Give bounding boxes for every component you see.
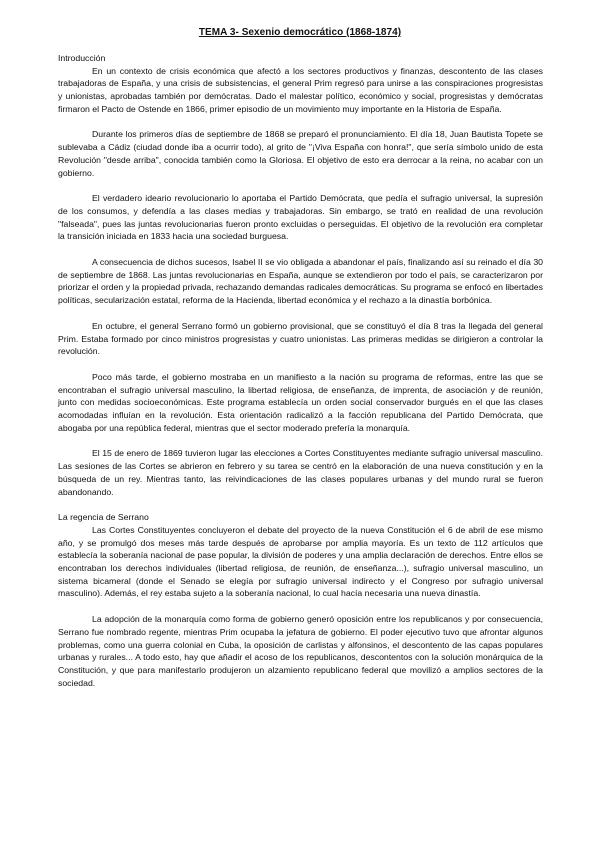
paragraph: En un contexto de crisis económica que afectó a los sectores productivos y finanzas, descontento de las clases trabajadoras de España, y una crisis de subsistencias, el general Prim regresó para unirse a las conspiraciones progresistas y unionistas, aprobadas también por demócratas. Dado el malestar político, económico y social, progresistas y demócratas firmaron el Pacto de Ostende en 1866, primer episodio de un movimiento muy importante en la Historia de España. [58,65,543,114]
paragraph: Las Cortes Constituyentes concluyeron el debate del proyecto de la nueva Constitución el 6 de abril de ese mismo año, y se promulgó dos meses más tarde después de aprobarse por amplia mayoría. Es un texto de 112 artículos que establecía la soberanía nacional de pase popular, la división de poderes y una amplia declaración de derechos. Entre ellos se encontraban los derechos individuales (libertad religiosa, de reunión, de enseñanza...), sufragio universal masculino, un sistema bicameral (donde el Senado se elegía por sufragio universal indirecto y el Congreso por sufragio universal masculino). Además, el rey estaba sujeto a la soberanía nacional, lo cual hacía necesaria una nueva dinastía. [58,524,543,599]
paragraph: El 15 de enero de 1869 tuvieron lugar las elecciones a Cortes Constituyentes mediante sufragio universal masculino. Las sesiones de las Cortes se abrieron en febrero y su tarea se centró en la elaboración de una nueva constitución y en la búsqueda de un rey. Mientras tanto, las reivindicaciones de las clases populares urbanas y del mundo rural se fueron abandonando. [58,448,543,497]
section-heading-introduccion: Introducción [58,53,106,63]
paragraph: En octubre, el general Serrano formó un gobierno provisional, que se constituyó el día 8 tras la llegada del general Prim. Estaba formado por cinco ministros progresistas y cuatro unionistas. Las primeras medidas se dirigieron a controlar la revolución. [58,320,543,357]
paragraph: La adopción de la monarquía como forma de gobierno generó oposición entre los republicanos y por consecuencia, Serrano fue nombrado regente, mientras Prim ocupaba la jefatura de gobierno. El poder ejecutivo tuvo que afrontar algunos problemas, como una guerra colonial en Cuba, la oposición de carlistas y alfonsinos, el descontento de las capas populares urbanas y rurales... A todo esto, hay que añadir el acoso de los republicanos, descontentos con la solución monárquica de la Constitución, y que para manifestarlo produjeron un alzamiento republicano federal que movilizó a amplios sectores de la sociedad. [58,614,543,688]
document-body [58,52,543,689]
paragraph: El verdadero ideario revolucionario lo aportaba el Partido Demócrata, que pedía el sufragio universal, la supresión de los consumos, y defendía a las clases medias y trabajadoras. Sin embargo, se trató en realidad de una revolución "falseada", pues las juntas revolucionarias fueron pronto excluidas o perseguidas. El objetivo de la revolución era completar la transición iniciada en 1833 hacia una sociedad burguesa. [58,193,543,242]
paragraph: A consecuencia de dichos sucesos, Isabel II se vio obligada a abandonar el país, finalizando así su reinado el día 30 de septiembre de 1868. Las juntas revolucionarias en España, aunque se extendieron por todo el país, se caracterizaron por priorizar el orden y la propiedad privada, rechazando demandas radicales democráticas. Su programa se enfocó en libertades políticas, secularización estatal, reforma de la Hacienda, libertad económica y el rechazo a la dinastía borbónica. [58,257,543,306]
document-title: TEMA 3- Sexenio democrático (1868-1874) [198,27,402,38]
paragraph: Durante los primeros días de septiembre de 1868 se preparó el pronunciamiento. El día 18, Juan Bautista Topete se sublevaba a Cádiz (ciudad donde iba a ocurrir todo), al grito de "¡Viva España con honra!", que sería símbolo unido de esta Revolución "desde arriba", conocida también como la Gloriosa. El objetivo de esto era derrocar a la reina, no acabar con un gobierno. [58,129,543,178]
section-heading-regencia: La regencia de Serrano [58,512,149,523]
paragraph: Poco más tarde, el gobierno mostraba en un manifiesto a la nación su programa de reformas, entre las que se encontraban el sufragio universal masculino, la libertad religiosa, de enseñanza, de imprenta, de asociación y de reunión, junto con medidas socioeconómicas. Este programa establecía un orden social conservador burgués en el que las clases acomodadas influían en la revolución. Esta orientación radicalizó a la facción republicana del Partido Demócrata, que abogaba por una república federal, mientras que el sector moderado prefería la monarquía. [58,371,543,433]
